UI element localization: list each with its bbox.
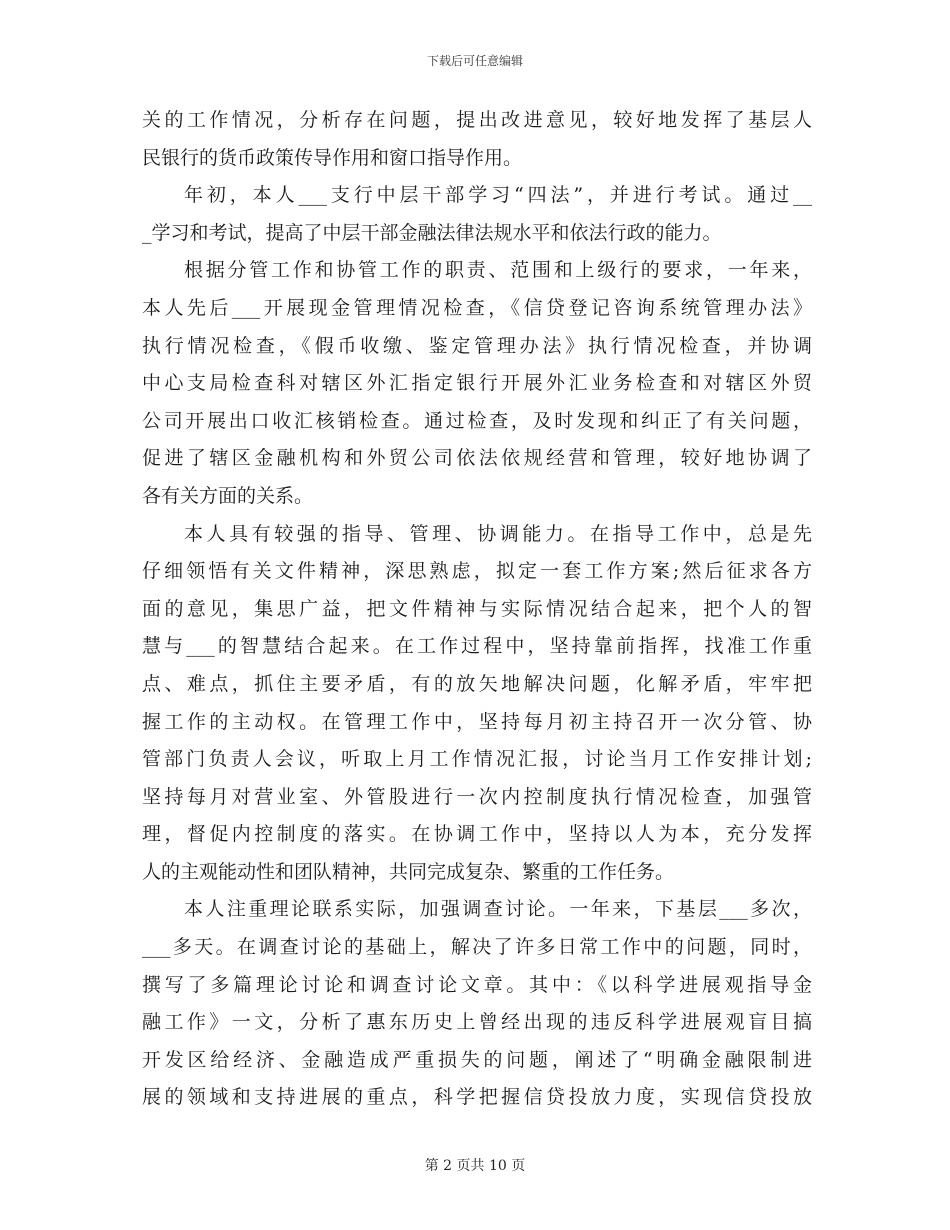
text-line: 公司开展出口收汇核销检查。通过检查，及时发现和纠正了有关问题， bbox=[142, 409, 812, 432]
text-line: 民银行的货币政策传导作用和窗口指导作用。 bbox=[142, 146, 523, 169]
text-line: 撰写了多篇理论讨论和调查讨论文章。其中：《以科学进展观指导金 bbox=[142, 973, 812, 996]
text-line: 面的意见，集思广益，把文件精神与实际情况结合起来，把个人的智 bbox=[142, 597, 812, 620]
text-line: 理，督促内控制度的落实。在协调工作中，坚持以人为本，充分发挥 bbox=[142, 823, 812, 846]
text-line: 慧与___的智慧结合起来。在工作过程中，坚持靠前指挥，找准工作重 bbox=[142, 635, 812, 658]
page-footer: 第 2 页共 10 页 bbox=[424, 1158, 526, 1174]
text-line: 握工作的主动权。在管理工作中，坚持每月初主持召开一次分管、协 bbox=[142, 710, 812, 733]
text-line: 展的领域和支持进展的重点，科学把握信贷投放力度，实现信贷投放 bbox=[142, 1086, 812, 1109]
text-line: 本人先后___开展现金管理情况检查，《信贷登记咨询系统管理办法》 bbox=[142, 296, 812, 319]
text-line: 本人注重理论联系实际，加强调查讨论。一年来，下基层___多次， bbox=[184, 898, 812, 921]
text-line: 开发区给经济、金融造成严重损失的问题，阐述了“明确金融限制进 bbox=[142, 1048, 812, 1071]
text-line: 仔细领悟有关文件精神，深思熟虑，拟定一套工作方案;然后征求各方 bbox=[142, 560, 812, 583]
text-line: 人的主观能动性和团队精神，共同完成复杂、繁重的工作任务。 bbox=[142, 860, 675, 883]
text-line: 各有关方面的关系。 bbox=[142, 484, 314, 507]
text-line: 根据分管工作和协管工作的职责、范围和上级行的要求，一年来， bbox=[184, 259, 812, 282]
text-line: 中心支局检查科对辖区外汇指定银行开展外汇业务检查和对辖区外贸 bbox=[142, 372, 812, 395]
text-line: 融工作》一文，分析了惠东历史上曾经出现的违反科学进展观盲目搞 bbox=[142, 1011, 812, 1034]
text-line: 关的工作情况，分析存在问题，提出改进意见，较好地发挥了基层人 bbox=[142, 109, 812, 131]
text-line: 坚持每月对营业室、外管股进行一次内控制度执行情况检查，加强管 bbox=[142, 785, 812, 808]
text-line: _学习和考试，提高了中层干部金融法律法规水平和依法行政的能力。 bbox=[142, 221, 722, 244]
text-line: 年初，本人___支行中层干部学习“四法”，并进行考试。通过__ bbox=[184, 184, 812, 207]
text-line: 点、难点，抓住主要矛盾，有的放矢地解决问题，化解矛盾，牢牢把 bbox=[142, 672, 812, 695]
text-line: 执行情况检查，《假币收缴、鉴定管理办法》执行情况检查，并协调 bbox=[142, 334, 812, 357]
text-line: 本人具有较强的指导、管理、协调能力。在指导工作中，总是先 bbox=[184, 522, 812, 545]
text-line: ___多天。在调查讨论的基础上，解决了许多日常工作中的问题，同时， bbox=[142, 936, 812, 959]
document-body bbox=[142, 102, 812, 1117]
text-line: 促进了辖区金融机构和外贸公司依法依规经营和管理，较好地协调了 bbox=[142, 447, 812, 470]
text-line: 管部门负责人会议，听取上月工作情况汇报，讨论当月工作安排计划; bbox=[142, 748, 812, 771]
page-header: 下载后可任意编辑 bbox=[426, 54, 523, 68]
